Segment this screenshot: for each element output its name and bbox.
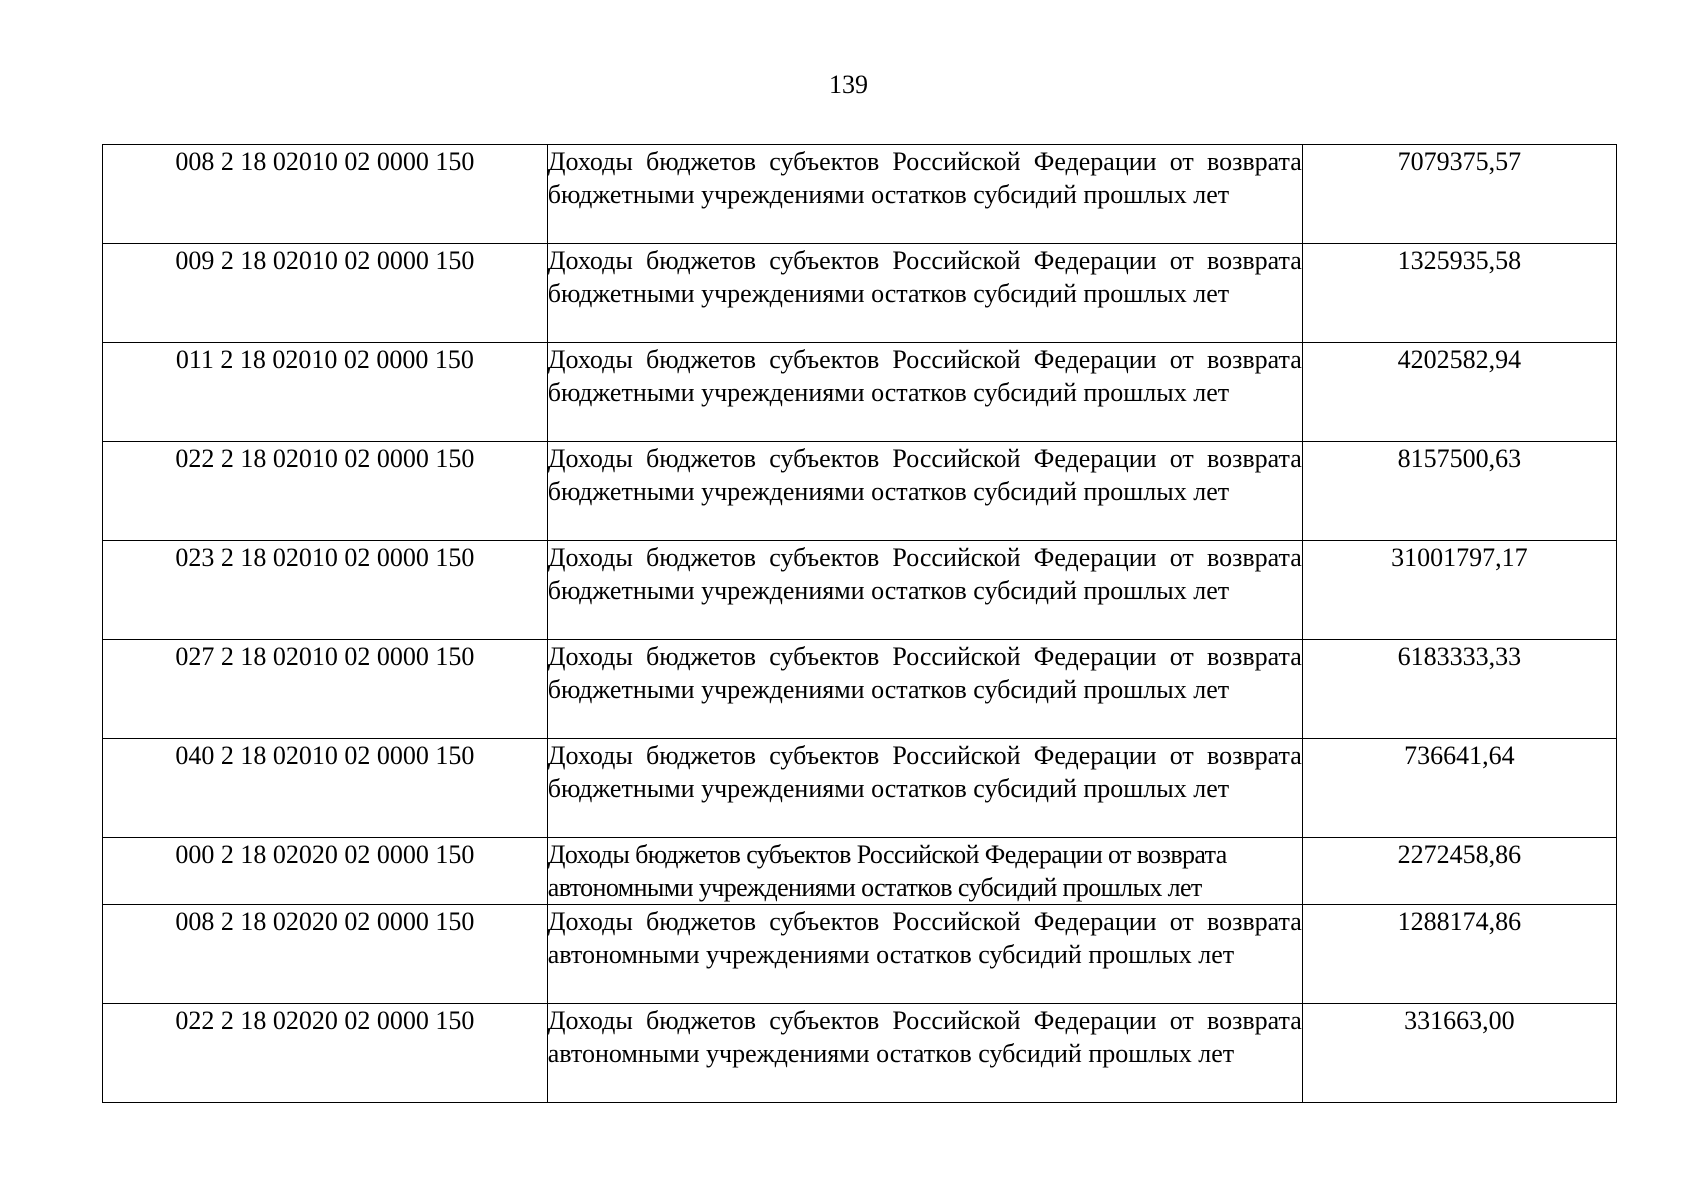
table-row: [103, 640, 1617, 739]
budget-code-cell: 008 2 18 02020 02 0000 150: [103, 905, 548, 1004]
budget-code-cell: 040 2 18 02010 02 0000 150: [103, 739, 548, 838]
amount-cell: 1325935,58: [1302, 244, 1616, 343]
amount-cell: 1288174,86: [1302, 905, 1616, 1004]
budget-code-cell: 008 2 18 02010 02 0000 150: [103, 145, 548, 244]
budget-code-cell: 027 2 18 02010 02 0000 150: [103, 640, 548, 739]
table-row: [103, 244, 1617, 343]
description-cell: Доходы бюджетов субъектов Российской Федерации от возврата автономными учреждениями остатков субсидий прошлых лет: [547, 838, 1302, 905]
description-cell: Доходы бюджетов субъектов Российской Федерации от возврата бюджетными учреждениями остатков субсидий прошлых лет: [547, 145, 1302, 244]
page-number: 139: [829, 70, 868, 99]
amount-cell: 4202582,94: [1302, 343, 1616, 442]
table-row: [103, 1004, 1617, 1103]
budget-code-cell: 000 2 18 02020 02 0000 150: [103, 838, 548, 905]
description-cell: Доходы бюджетов субъектов Российской Федерации от возврата автономными учреждениями остатков субсидий прошлых лет: [547, 905, 1302, 1004]
description-cell: Доходы бюджетов субъектов Российской Федерации от возврата бюджетными учреждениями остатков субсидий прошлых лет: [547, 244, 1302, 343]
amount-cell: 331663,00: [1302, 1004, 1616, 1103]
table-row: [103, 442, 1617, 541]
budget-code-cell: 009 2 18 02010 02 0000 150: [103, 244, 548, 343]
amount-cell: 31001797,17: [1302, 541, 1616, 640]
amount-cell: 2272458,86: [1302, 838, 1616, 905]
table-row: [103, 838, 1617, 905]
table-row: [103, 905, 1617, 1004]
table-row: [103, 343, 1617, 442]
table-row: [103, 541, 1617, 640]
budget-code-cell: 022 2 18 02010 02 0000 150: [103, 442, 548, 541]
amount-cell: 7079375,57: [1302, 145, 1616, 244]
description-cell: Доходы бюджетов субъектов Российской Федерации от возврата бюджетными учреждениями остатков субсидий прошлых лет: [547, 640, 1302, 739]
budget-code-cell: 011 2 18 02010 02 0000 150: [103, 343, 548, 442]
amount-cell: 8157500,63: [1302, 442, 1616, 541]
amount-cell: 6183333,33: [1302, 640, 1616, 739]
table-row: [103, 145, 1617, 244]
description-cell: Доходы бюджетов субъектов Российской Федерации от возврата бюджетными учреждениями остатков субсидий прошлых лет: [547, 442, 1302, 541]
budget-revenue-table: [102, 144, 1617, 1103]
description-cell: Доходы бюджетов субъектов Российской Федерации от возврата бюджетными учреждениями остатков субсидий прошлых лет: [547, 343, 1302, 442]
description-cell: Доходы бюджетов субъектов Российской Федерации от возврата бюджетными учреждениями остатков субсидий прошлых лет: [547, 739, 1302, 838]
description-cell: Доходы бюджетов субъектов Российской Федерации от возврата бюджетными учреждениями остатков субсидий прошлых лет: [547, 541, 1302, 640]
description-cell: Доходы бюджетов субъектов Российской Федерации от возврата автономными учреждениями остатков субсидий прошлых лет: [547, 1004, 1302, 1103]
table-row: [103, 739, 1617, 838]
budget-code-cell: 023 2 18 02010 02 0000 150: [103, 541, 548, 640]
budget-code-cell: 022 2 18 02020 02 0000 150: [103, 1004, 548, 1103]
amount-cell: 736641,64: [1302, 739, 1616, 838]
